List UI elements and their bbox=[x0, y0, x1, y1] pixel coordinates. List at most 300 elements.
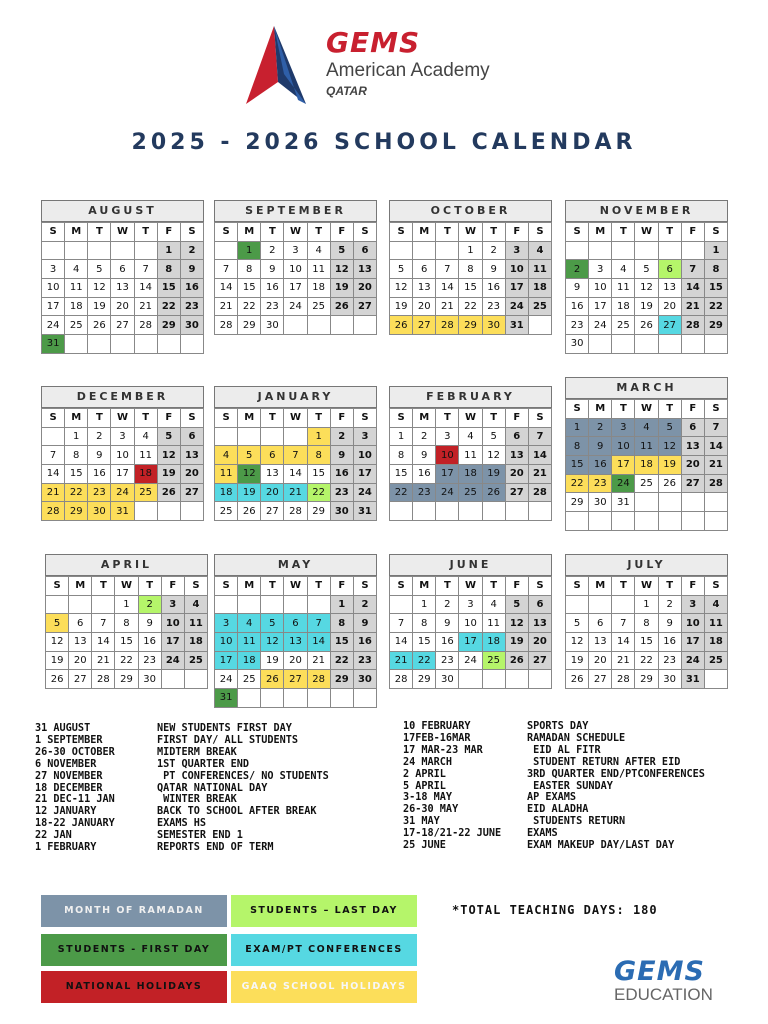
day-cell: 11 bbox=[184, 614, 207, 633]
day-cell: 30 bbox=[482, 316, 505, 335]
day-cell: 10 bbox=[681, 614, 704, 633]
day-cell: 19 bbox=[157, 465, 180, 484]
legend-exam: EXAM/PT CONFERENCES bbox=[231, 934, 417, 966]
day-cell: 14 bbox=[215, 279, 238, 298]
day-cell: 24 bbox=[459, 651, 482, 670]
day-cell: 10 bbox=[353, 446, 376, 465]
day-cell: 23 bbox=[88, 483, 111, 502]
day-cell: 20 bbox=[681, 456, 704, 475]
day-cell: 8 bbox=[65, 446, 88, 465]
day-cell: 22 bbox=[459, 297, 482, 316]
day-cell: 1 bbox=[413, 595, 436, 614]
weekday-header: S bbox=[215, 409, 238, 428]
empty-cell bbox=[635, 493, 658, 512]
day-cell: 25 bbox=[238, 670, 261, 689]
week-row bbox=[42, 502, 204, 521]
month-grid bbox=[41, 408, 204, 521]
day-cell: 12 bbox=[330, 260, 353, 279]
weekday-header: M bbox=[413, 409, 436, 428]
event-date: 26-30 MAY bbox=[403, 804, 459, 816]
logo-name: GEMS bbox=[326, 26, 421, 59]
legend-national-holiday: NATIONAL HOLIDAYS bbox=[41, 971, 227, 1003]
day-cell: 16 bbox=[658, 633, 681, 652]
day-cell: 22 bbox=[238, 297, 261, 316]
day-cell: 15 bbox=[566, 456, 589, 475]
day-cell: 28 bbox=[284, 502, 307, 521]
day-cell: 26 bbox=[482, 483, 505, 502]
day-cell: 23 bbox=[413, 483, 436, 502]
week-row bbox=[42, 483, 204, 502]
day-cell: 14 bbox=[42, 465, 65, 484]
day-cell: 17 bbox=[111, 465, 134, 484]
empty-cell bbox=[635, 512, 658, 531]
day-cell: 3 bbox=[459, 595, 482, 614]
day-cell: 27 bbox=[658, 316, 681, 335]
weekday-header: T bbox=[482, 577, 505, 596]
empty-cell bbox=[459, 670, 482, 689]
month-name: AUGUST bbox=[41, 200, 204, 222]
week-row bbox=[215, 279, 377, 298]
empty-cell bbox=[307, 689, 330, 708]
day-cell: 26 bbox=[390, 316, 413, 335]
event-text: WINTER BREAK bbox=[157, 794, 237, 806]
day-cell: 2 bbox=[658, 595, 681, 614]
empty-cell bbox=[390, 241, 413, 260]
weekday-header: M bbox=[413, 223, 436, 242]
week-row bbox=[566, 493, 728, 512]
day-cell: 9 bbox=[330, 446, 353, 465]
day-cell: 1 bbox=[115, 595, 138, 614]
weekday-header: S bbox=[353, 223, 376, 242]
day-cell: 20 bbox=[413, 297, 436, 316]
day-cell: 28 bbox=[704, 474, 727, 493]
day-cell: 1 bbox=[566, 418, 589, 437]
day-cell: 8 bbox=[459, 260, 482, 279]
day-cell: 18 bbox=[459, 465, 482, 484]
day-cell: 3 bbox=[612, 418, 635, 437]
day-cell: 31 bbox=[215, 689, 238, 708]
day-cell: 2 bbox=[482, 241, 505, 260]
sail-logo-icon bbox=[244, 24, 324, 106]
month-name: MAY bbox=[214, 554, 377, 576]
day-cell: 17 bbox=[589, 297, 612, 316]
empty-cell bbox=[238, 427, 261, 446]
event-text: SPORTS DAY bbox=[527, 721, 589, 732]
event-date: 6 NOVEMBER bbox=[35, 758, 97, 770]
day-cell: 22 bbox=[307, 483, 330, 502]
day-cell: 2 bbox=[353, 595, 376, 614]
day-cell: 23 bbox=[261, 297, 284, 316]
event-text: EXAM MAKEUP DAY/LAST DAY bbox=[527, 840, 675, 852]
week-row bbox=[215, 241, 377, 260]
page-title: 2025 - 2026 SCHOOL CALENDAR bbox=[131, 130, 637, 155]
day-cell: 2 bbox=[180, 241, 203, 260]
event-text: SEMESTER END 1 bbox=[157, 830, 243, 842]
month-grid bbox=[214, 222, 377, 335]
day-cell: 13 bbox=[658, 279, 681, 298]
month-name: DECEMBER bbox=[41, 386, 204, 408]
day-cell: 5 bbox=[505, 595, 528, 614]
month-april bbox=[45, 554, 208, 689]
day-cell: 25 bbox=[307, 297, 330, 316]
month-name: JUNE bbox=[389, 554, 552, 576]
weekday-header: T bbox=[436, 577, 459, 596]
empty-cell bbox=[704, 493, 727, 512]
day-cell: 10 bbox=[436, 446, 459, 465]
week-row bbox=[390, 279, 552, 298]
event-text: STUDENT RETURN AFTER EID bbox=[527, 756, 681, 768]
gems-education-logo bbox=[614, 956, 744, 1010]
week-row bbox=[390, 483, 552, 502]
day-cell: 12 bbox=[390, 279, 413, 298]
day-cell: 30 bbox=[566, 335, 589, 354]
day-cell: 9 bbox=[413, 446, 436, 465]
day-cell: 14 bbox=[92, 633, 115, 652]
footer-logo-sub: EDUCATION bbox=[614, 985, 713, 1004]
empty-cell bbox=[612, 241, 635, 260]
weekday-header: M bbox=[65, 223, 88, 242]
event-date: 10 FEBRUARY bbox=[403, 721, 471, 732]
day-cell: 13 bbox=[261, 465, 284, 484]
weekday-header: T bbox=[658, 223, 681, 242]
weekday-header: F bbox=[161, 577, 184, 596]
month-october bbox=[389, 200, 552, 335]
day-cell: 26 bbox=[330, 297, 353, 316]
empty-cell bbox=[92, 595, 115, 614]
empty-cell bbox=[42, 427, 65, 446]
weekday-header: T bbox=[134, 223, 157, 242]
day-cell: 16 bbox=[138, 633, 161, 652]
day-cell: 7 bbox=[42, 446, 65, 465]
day-cell: 1 bbox=[238, 241, 261, 260]
day-cell: 7 bbox=[436, 260, 459, 279]
day-cell: 11 bbox=[459, 446, 482, 465]
day-cell: 7 bbox=[284, 446, 307, 465]
day-cell: 4 bbox=[238, 614, 261, 633]
week-row bbox=[566, 633, 728, 652]
weekday-header: W bbox=[284, 577, 307, 596]
week-row bbox=[566, 335, 728, 354]
legend-ramadan: MONTH OF RAMADAN bbox=[41, 895, 227, 927]
day-cell: 15 bbox=[65, 465, 88, 484]
day-cell: 20 bbox=[69, 651, 92, 670]
month-march bbox=[565, 377, 728, 531]
weekday-header: S bbox=[528, 577, 551, 596]
event-text: 3RD QUARTER END/PTCONFERENCES bbox=[527, 768, 705, 780]
day-cell: 22 bbox=[704, 297, 727, 316]
week-row bbox=[566, 474, 728, 493]
day-cell: 1 bbox=[459, 241, 482, 260]
day-cell: 6 bbox=[413, 260, 436, 279]
day-cell: 7 bbox=[134, 260, 157, 279]
day-cell: 15 bbox=[157, 279, 180, 298]
day-cell: 12 bbox=[566, 633, 589, 652]
week-row bbox=[46, 595, 208, 614]
day-cell: 14 bbox=[704, 437, 727, 456]
day-cell: 28 bbox=[528, 483, 551, 502]
weekday-header: F bbox=[505, 409, 528, 428]
empty-cell bbox=[612, 595, 635, 614]
empty-cell bbox=[330, 316, 353, 335]
day-cell: 27 bbox=[111, 316, 134, 335]
day-cell: 21 bbox=[92, 651, 115, 670]
day-cell: 24 bbox=[111, 483, 134, 502]
day-cell: 8 bbox=[413, 614, 436, 633]
day-cell: 23 bbox=[436, 651, 459, 670]
week-row bbox=[215, 446, 377, 465]
day-cell: 5 bbox=[390, 260, 413, 279]
day-cell: 14 bbox=[436, 279, 459, 298]
day-cell: 12 bbox=[261, 633, 284, 652]
week-row bbox=[215, 483, 377, 502]
empty-cell bbox=[284, 316, 307, 335]
month-name: APRIL bbox=[45, 554, 208, 576]
empty-cell bbox=[215, 241, 238, 260]
event-date: 5 APRIL bbox=[403, 780, 446, 792]
day-cell: 15 bbox=[330, 633, 353, 652]
day-cell: 17 bbox=[681, 633, 704, 652]
day-cell: 31 bbox=[42, 335, 65, 354]
day-cell: 12 bbox=[157, 446, 180, 465]
events-list-right bbox=[403, 721, 705, 852]
day-cell: 4 bbox=[134, 427, 157, 446]
event-text: 1ST QUARTER END bbox=[157, 758, 250, 770]
empty-cell bbox=[681, 512, 704, 531]
week-row bbox=[390, 427, 552, 446]
empty-cell bbox=[134, 335, 157, 354]
event-date: 26-30 OCTOBER bbox=[35, 746, 115, 758]
day-cell: 12 bbox=[46, 633, 69, 652]
day-cell: 12 bbox=[88, 279, 111, 298]
weekday-header: T bbox=[261, 223, 284, 242]
day-cell: 3 bbox=[505, 241, 528, 260]
day-cell: 8 bbox=[566, 437, 589, 456]
weekday-header: T bbox=[92, 577, 115, 596]
day-cell: 2 bbox=[436, 595, 459, 614]
day-cell: 29 bbox=[65, 502, 88, 521]
event-date: 1 FEBRUARY bbox=[35, 842, 97, 854]
event-text: AP EXAMS bbox=[527, 792, 577, 804]
day-cell: 10 bbox=[215, 633, 238, 652]
event-row bbox=[35, 783, 329, 795]
day-cell: 20 bbox=[261, 483, 284, 502]
day-cell: 5 bbox=[635, 260, 658, 279]
weekday-header: S bbox=[42, 409, 65, 428]
event-text: PT CONFERENCES/ NO STUDENTS bbox=[157, 770, 329, 782]
day-cell: 3 bbox=[111, 427, 134, 446]
day-cell: 16 bbox=[436, 633, 459, 652]
month-name: JULY bbox=[565, 554, 728, 576]
day-cell: 6 bbox=[180, 427, 203, 446]
day-cell: 17 bbox=[505, 279, 528, 298]
empty-cell bbox=[353, 316, 376, 335]
weekday-header: T bbox=[612, 400, 635, 419]
day-cell: 4 bbox=[612, 260, 635, 279]
event-text: FIRST DAY/ ALL STUDENTS bbox=[157, 734, 299, 746]
weekday-header: S bbox=[566, 577, 589, 596]
day-cell: 9 bbox=[566, 279, 589, 298]
month-name: MARCH bbox=[565, 377, 728, 399]
day-cell: 23 bbox=[566, 316, 589, 335]
month-grid bbox=[389, 576, 552, 689]
day-cell: 8 bbox=[115, 614, 138, 633]
day-cell: 2 bbox=[88, 427, 111, 446]
week-row bbox=[390, 614, 552, 633]
event-date: 1 SEPTEMBER bbox=[35, 734, 103, 746]
empty-cell bbox=[65, 335, 88, 354]
day-cell: 9 bbox=[353, 614, 376, 633]
empty-cell bbox=[566, 512, 589, 531]
day-cell: 23 bbox=[589, 474, 612, 493]
day-cell: 3 bbox=[161, 595, 184, 614]
week-row bbox=[390, 595, 552, 614]
week-row bbox=[566, 437, 728, 456]
week-row bbox=[390, 297, 552, 316]
empty-cell bbox=[69, 595, 92, 614]
empty-cell bbox=[528, 502, 551, 521]
weekday-header: W bbox=[459, 409, 482, 428]
day-cell: 14 bbox=[528, 446, 551, 465]
day-cell: 2 bbox=[589, 418, 612, 437]
day-cell: 27 bbox=[353, 297, 376, 316]
legend-last-day: STUDENTS – LAST DAY bbox=[231, 895, 417, 927]
day-cell: 21 bbox=[681, 297, 704, 316]
weekday-header: W bbox=[111, 409, 134, 428]
day-cell: 21 bbox=[284, 483, 307, 502]
day-cell: 13 bbox=[111, 279, 134, 298]
day-cell: 18 bbox=[307, 279, 330, 298]
weekday-header: F bbox=[505, 223, 528, 242]
day-cell: 25 bbox=[528, 297, 551, 316]
day-cell: 17 bbox=[42, 297, 65, 316]
empty-cell bbox=[482, 502, 505, 521]
empty-cell bbox=[261, 689, 284, 708]
event-row bbox=[403, 733, 705, 745]
weekday-header: W bbox=[111, 223, 134, 242]
event-row bbox=[403, 816, 705, 828]
day-cell: 6 bbox=[589, 614, 612, 633]
week-row bbox=[566, 670, 728, 689]
weekday-header: S bbox=[215, 223, 238, 242]
day-cell: 19 bbox=[330, 279, 353, 298]
day-cell: 28 bbox=[215, 316, 238, 335]
weekday-header: T bbox=[307, 409, 330, 428]
day-cell: 28 bbox=[92, 670, 115, 689]
empty-cell bbox=[261, 427, 284, 446]
day-cell: 24 bbox=[436, 483, 459, 502]
day-cell: 30 bbox=[261, 316, 284, 335]
day-cell: 28 bbox=[307, 670, 330, 689]
week-row bbox=[215, 297, 377, 316]
event-row bbox=[403, 745, 705, 757]
week-row bbox=[566, 512, 728, 531]
day-cell: 29 bbox=[330, 670, 353, 689]
day-cell: 20 bbox=[505, 465, 528, 484]
day-cell: 21 bbox=[612, 651, 635, 670]
empty-cell bbox=[589, 595, 612, 614]
day-cell: 13 bbox=[505, 446, 528, 465]
day-cell: 22 bbox=[115, 651, 138, 670]
week-row bbox=[566, 595, 728, 614]
week-row bbox=[46, 633, 208, 652]
day-cell: 10 bbox=[111, 446, 134, 465]
day-cell: 19 bbox=[635, 297, 658, 316]
day-cell: 29 bbox=[157, 316, 180, 335]
empty-cell bbox=[589, 335, 612, 354]
day-cell: 22 bbox=[635, 651, 658, 670]
empty-cell bbox=[436, 502, 459, 521]
weekday-header: M bbox=[238, 409, 261, 428]
day-cell: 1 bbox=[390, 427, 413, 446]
day-cell: 8 bbox=[307, 446, 330, 465]
day-cell: 4 bbox=[184, 595, 207, 614]
day-cell: 20 bbox=[658, 297, 681, 316]
day-cell: 26 bbox=[46, 670, 69, 689]
day-cell: 26 bbox=[635, 316, 658, 335]
day-cell: 19 bbox=[505, 633, 528, 652]
day-cell: 6 bbox=[69, 614, 92, 633]
empty-cell bbox=[215, 595, 238, 614]
day-cell: 7 bbox=[390, 614, 413, 633]
event-row bbox=[35, 830, 329, 842]
day-cell: 6 bbox=[658, 260, 681, 279]
empty-cell bbox=[180, 335, 203, 354]
day-cell: 3 bbox=[215, 614, 238, 633]
day-cell: 19 bbox=[658, 456, 681, 475]
day-cell: 21 bbox=[436, 297, 459, 316]
day-cell: 16 bbox=[482, 279, 505, 298]
weekday-header: T bbox=[261, 409, 284, 428]
day-cell: 28 bbox=[390, 670, 413, 689]
weekday-header: S bbox=[704, 577, 727, 596]
day-cell: 30 bbox=[88, 502, 111, 521]
month-grid bbox=[565, 399, 728, 531]
month-name: FEBRUARY bbox=[389, 386, 552, 408]
day-cell: 12 bbox=[658, 437, 681, 456]
week-row bbox=[46, 651, 208, 670]
day-cell: 3 bbox=[436, 427, 459, 446]
day-cell: 3 bbox=[284, 241, 307, 260]
week-row bbox=[566, 456, 728, 475]
day-cell: 4 bbox=[635, 418, 658, 437]
day-cell: 27 bbox=[261, 502, 284, 521]
event-row bbox=[403, 804, 705, 816]
empty-cell bbox=[436, 241, 459, 260]
weekday-header: S bbox=[566, 223, 589, 242]
month-name: OCTOBER bbox=[389, 200, 552, 222]
weekday-header: T bbox=[138, 577, 161, 596]
week-row bbox=[215, 595, 377, 614]
month-december bbox=[41, 386, 204, 521]
weekday-header: S bbox=[528, 409, 551, 428]
empty-cell bbox=[505, 670, 528, 689]
empty-cell bbox=[111, 241, 134, 260]
weekday-header: S bbox=[390, 223, 413, 242]
event-date: 21 DEC-11 JAN bbox=[35, 794, 115, 806]
week-row bbox=[390, 502, 552, 521]
week-row bbox=[215, 633, 377, 652]
empty-cell bbox=[353, 689, 376, 708]
weekday-header: S bbox=[180, 409, 203, 428]
day-cell: 19 bbox=[88, 297, 111, 316]
day-cell: 1 bbox=[307, 427, 330, 446]
weekday-header: F bbox=[157, 409, 180, 428]
empty-cell bbox=[681, 335, 704, 354]
day-cell: 14 bbox=[681, 279, 704, 298]
day-cell: 12 bbox=[505, 614, 528, 633]
event-date: 17FEB-16MAR bbox=[403, 732, 471, 744]
day-cell: 11 bbox=[482, 614, 505, 633]
